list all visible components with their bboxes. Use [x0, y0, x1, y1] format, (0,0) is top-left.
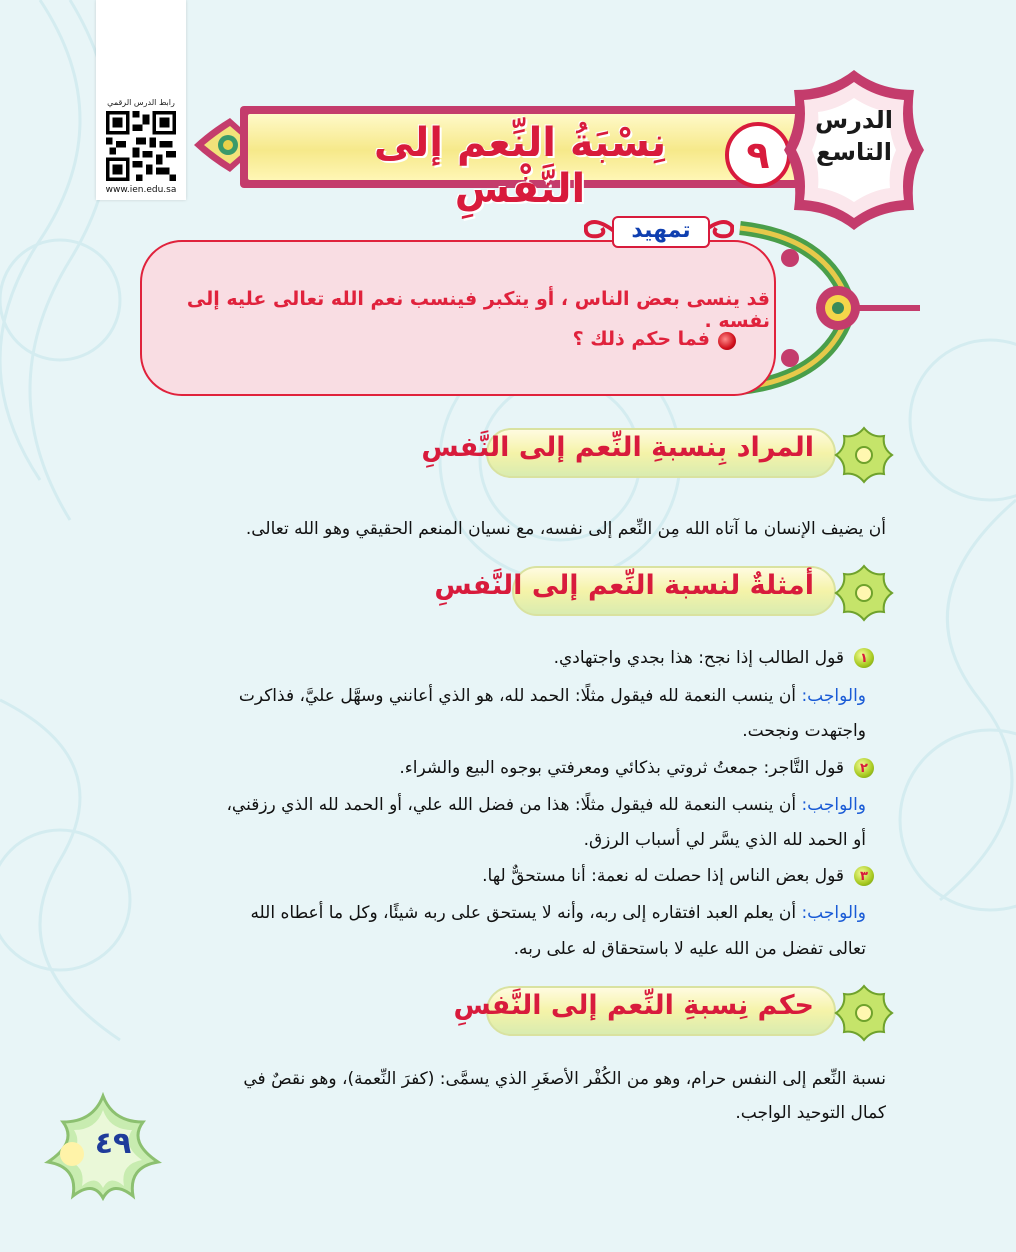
section-heading-ruling — [453, 982, 896, 1044]
section-heading-examples — [434, 562, 896, 624]
example-2-duty-line2: أو الحمد لله الذي يسَّر لي أسباب الرزق. — [583, 830, 866, 850]
intro-label-frame — [584, 212, 734, 250]
qr-card[interactable] — [96, 0, 186, 200]
intro-line2: فما حكم ذلك ؟ — [572, 328, 710, 350]
section-ornament-icon — [832, 982, 896, 1044]
example-2-statement: قول التَّاجر: جمعتُ ثروتي بذكائي ومعرفتي بوجوه البيع والشراء. — [399, 758, 844, 778]
lesson-badge-text — [800, 104, 908, 168]
section-heading-ruling-text: حكم نِسبةِ النِّعم إلى النَّفسِ — [453, 990, 814, 1021]
example-2-duty-label: والواجب: — [801, 795, 866, 815]
qr-url[interactable]: www.ien.edu.sa — [105, 185, 177, 195]
example-2-duty — [226, 790, 866, 820]
example-3-duty-label: والواجب: — [801, 903, 866, 923]
lesson-number: ٩ — [725, 122, 791, 188]
lesson-badge-line1: الدرس — [814, 106, 894, 134]
example-2-duty-line1: أن ينسب النعمة لله فيقول مثلًا: هذا من فضل الله علي، أو الحمد لله الذي رزقني، — [226, 795, 802, 815]
example-number-2: ٢ — [854, 758, 874, 778]
section-heading-examples-text: أمثلةٌ لنسبة النِّعم إلى النَّفسِ — [434, 570, 814, 601]
section-heading-meaning-text: المراد بِنسبةِ النِّعم إلى النَّفسِ — [421, 432, 814, 463]
section-heading-meaning — [421, 424, 896, 486]
example-3-duty-line2: تعالى تفضل من الله عليه لا باستحقاق له على ربه. — [513, 939, 866, 959]
example-1-statement: قول الطالب إذا نجح: هذا بجدي واجتهادي. — [553, 648, 844, 668]
example-3-duty-line1: أن يعلم العبد افتقاره إلى ربه، وأنه لا يستحق على ربه شيئًا، وكل ما أعطاه الله — [250, 903, 802, 923]
bullet-dot-icon — [718, 332, 736, 350]
lesson-title: نِسْبَةُ النِّعم إلى النَّفْسِ — [373, 120, 667, 212]
section1-text: أن يضيف الإنسان ما آتاه الله مِن النِّعم إلى نفسه، مع نسيان المنعم الحقيقي وهو الله تعالى. — [245, 519, 886, 539]
section3-line1: نسبة النِّعم إلى النفس حرام، وهو من الكُفْر الأصغَرِ الذي يسمَّى: (كفرَ النِّعمة)، وهو نقصٌ في — [243, 1069, 886, 1089]
example-1-duty-line2: واجتهدت ونجحت. — [742, 721, 866, 741]
page-number: ٤٩ — [94, 1126, 132, 1161]
intro-label: تمهيد — [612, 216, 710, 248]
section3-line2: كمال التوحيد الواجب. — [735, 1103, 886, 1123]
intro-line1: قد ينسى بعض الناس ، أو يتكبر فينسب نعم الله تعالى عليه إلى نفسه . — [186, 288, 770, 332]
section-ornament-icon — [832, 424, 896, 486]
example-1-duty-label: والواجب: — [801, 686, 866, 706]
example-1-duty-line1: أن ينسب النعمة لله فيقول مثلًا: الحمد لله، هو الذي أعانني وسهَّل عليَّ، فذاكرت — [238, 686, 802, 706]
section-ornament-icon — [832, 562, 896, 624]
example-3-duty — [250, 898, 866, 928]
example-number-1: ١ — [854, 648, 874, 668]
example-3-statement: قول بعض الناس إذا حصلت له نعمة: أنا مستحقٌّ لها. — [482, 866, 844, 886]
example-1-duty — [239, 681, 866, 711]
qr-label: رابط الدرس الرقمي — [107, 98, 175, 107]
qr-code-icon[interactable] — [106, 111, 176, 181]
example-number-3: ٣ — [854, 866, 874, 886]
lesson-badge-line2: التاسع — [815, 138, 893, 166]
